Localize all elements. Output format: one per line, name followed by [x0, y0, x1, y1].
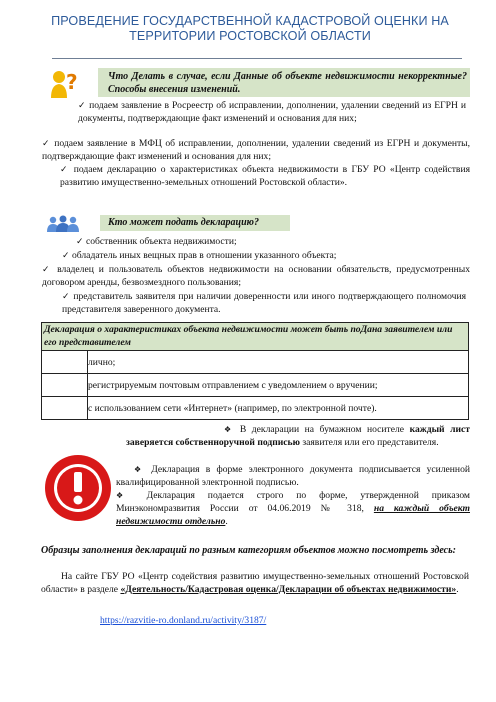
- table-row: [42, 397, 469, 420]
- note-form-order: ❖ Декларация подается строго по форме, утвержденной приказом Минэкономразвития России от 04.06.2019 № 318, на каждый объект недвижимости отдельно.: [116, 490, 470, 527]
- checkmark-icon: ✓: [60, 165, 70, 175]
- samples-link[interactable]: https://razvitie-ro.donland.ru/activity/3187/: [100, 615, 267, 626]
- table-cell: с использованием сети «Интернет» (например, по электронной почте).: [88, 397, 469, 420]
- table-cell: регистрируемым почтовым отправлением с уведомлением о вручении;: [88, 374, 469, 397]
- submission-methods-table: [41, 322, 469, 420]
- checkmark-icon: ✓: [62, 251, 70, 261]
- question-incorrect-data: Что Делать в случае, если Данные об объекте недвижимости некорректные? Способы внесения изменений.: [98, 68, 470, 97]
- warning-icon: [43, 452, 113, 524]
- checkmark-icon: ✓: [78, 101, 87, 111]
- question-person-icon: [47, 67, 83, 99]
- checkmark-icon: ✓: [42, 139, 51, 149]
- note-electronic-signature: ❖ Декларация в форме электронного документа подписывается усиленной квалифицированной электронной подписью.: [116, 464, 471, 488]
- table-cell: лично;: [88, 351, 469, 374]
- question-who-can-submit: Кто может подать декларацию?: [100, 215, 290, 231]
- list-item: ✓ подаем декларацию о характеристиках объекта недвижимости в ГБУ РО «Центр содействия развитию имущественно-земельных отношений Ростовской области».: [60, 164, 470, 188]
- page-title: [30, 14, 470, 44]
- checkmark-icon: ✓: [76, 237, 84, 247]
- diamond-bullet-icon: ❖: [134, 465, 145, 474]
- list-item: ✓ обладатель иных вещных прав в отношении указанного объекта;: [62, 250, 337, 261]
- note-paper-signature: ❖ В декларации на бумажном носителе каждый лист заверяется собственноручной подписью заявителя или его представителя.: [126, 424, 470, 448]
- samples-heading: Образцы заполнения деклараций по разным категориям объектов можно посмотреть здесь:: [41, 545, 456, 556]
- checkmark-icon: ✓: [62, 292, 71, 302]
- table-header: Декларация о характеристиках объекта недвижимости может быть поДана заявителем или его представителем: [42, 323, 469, 351]
- title-divider: [52, 58, 462, 59]
- list-item: ✓ представитель заявителя при наличии доверенности или иного подтверждающего полномочия представителя заверенного документа.: [62, 291, 467, 315]
- list-item: ✓ подаем заявление в МФЦ об исправлении, дополнении, удалении сведений из ЕГРН и документы, подтверждающие факт изменений и основания для них;: [42, 138, 470, 162]
- title-line-1: ПРОВЕДЕНИЕ ГОСУДАРСТВЕННОЙ КАДАСТРОВОЙ ОЦЕНКИ НА: [51, 14, 449, 28]
- list-item: ✓ собственник объекта недвижимости;: [76, 236, 237, 247]
- diamond-bullet-icon: ❖: [224, 425, 235, 434]
- title-line-2: ТЕРРИТОРИИ РОСТОВСКОЙ ОБЛАСТИ: [129, 29, 371, 43]
- people-icon: [46, 215, 80, 233]
- svg-text:?: ?: [66, 70, 78, 94]
- checkmark-icon: ✓: [42, 265, 53, 275]
- table-row: [42, 351, 469, 374]
- list-item: ✓ владелец и пользователь объектов недвижимости на основании обязательств, предусмотренных договором аренды, безвозмездного пользования;: [42, 264, 470, 288]
- samples-description: На сайте ГБУ РО «Центр содействия развитию имущественно-земельных отношений Ростовской области» в разделе «Деятельность/Кадастровая оценка/Декларации об объектах недвижимости».: [41, 571, 469, 595]
- list-item: ✓ подаем заявление в Росреестр об исправлении, дополнении, удалении сведений из ЕГРН и документы, подтверждающие факт изменений и основания для них;: [78, 100, 466, 124]
- diamond-bullet-icon: ❖: [116, 491, 134, 500]
- table-row: [42, 374, 469, 397]
